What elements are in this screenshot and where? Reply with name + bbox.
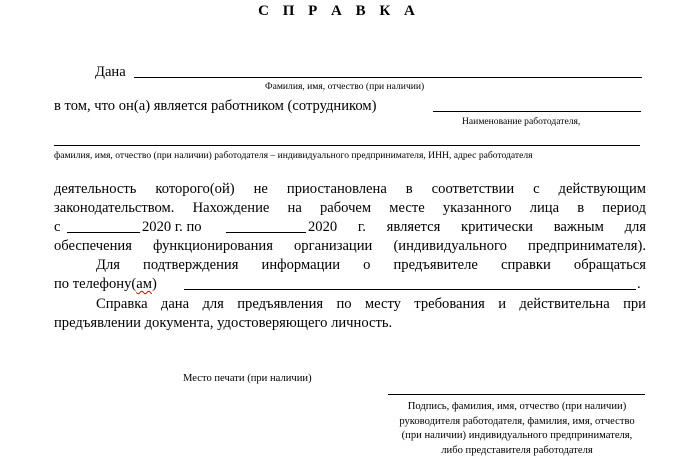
- paragraph-line-5: Для подтверждения информации о предъявителе справки обращаться: [96, 257, 646, 274]
- phone-blank-line[interactable]: [184, 289, 636, 290]
- period-critical-text: 2020 г. является критически важным для: [308, 219, 646, 236]
- phone-label-plural: ам: [136, 276, 152, 292]
- fio-blank-line[interactable]: [134, 77, 642, 78]
- phone-label: [54, 276, 157, 293]
- fio-caption: Фамилия, имя, отчество (при наличии): [265, 81, 424, 92]
- signature-caption-line-3: (при наличии) индивидуального предпринимателя,: [372, 429, 662, 444]
- phone-period: .: [637, 276, 641, 293]
- phone-label-start: по телефону(: [54, 276, 136, 292]
- signature-blank-line[interactable]: [388, 394, 645, 395]
- signature-caption-line-4: либо представителя работодателя: [372, 444, 662, 458]
- period-end-blank[interactable]: [226, 232, 306, 233]
- document-title: С П Р А В К А: [0, 3, 678, 20]
- paragraph-line-2: законодательством. Нахождение на рабочем месте указанного лица в период: [54, 200, 646, 217]
- employer-caption: Наименование работодателя,: [462, 116, 580, 127]
- period-from-label: с: [54, 219, 60, 236]
- stamp-place-label: Место печати (при наличии): [183, 373, 312, 384]
- phone-label-end: ): [152, 276, 157, 292]
- period-to-label: 2020 г. по: [142, 219, 202, 236]
- employer-details-caption: фамилия, имя, отчество (при наличии) работодателя – индивидуального предпринимателя, ИНН, адрес работодателя: [54, 150, 533, 161]
- period-start-blank[interactable]: [67, 232, 140, 233]
- paragraph-line-8: предъявлении документа, удостоверяющего личность.: [54, 315, 392, 332]
- signature-caption: [372, 400, 662, 458]
- signature-caption-line-1: Подпись, фамилия, имя, отчество (при наличии): [372, 400, 662, 415]
- signature-caption-line-2: руководителя работодателя, фамилия, имя, отчество: [372, 415, 662, 430]
- paragraph-line-1: деятельность которого(ой) не приостановлена в соответствии с действующим: [54, 181, 646, 198]
- paragraph-line-7: Справка дана для предъявления по месту требования и действительна при: [96, 296, 646, 313]
- employer-name-blank-line[interactable]: [433, 111, 641, 112]
- employee-statement: в том, что он(а) является работником (сотрудником): [54, 98, 377, 115]
- employer-details-blank-line[interactable]: [54, 145, 640, 146]
- paragraph-line-4: обеспечения функционирования организации (индивидуального предпринимателя).: [54, 238, 646, 255]
- dana-label: Дана: [95, 64, 126, 81]
